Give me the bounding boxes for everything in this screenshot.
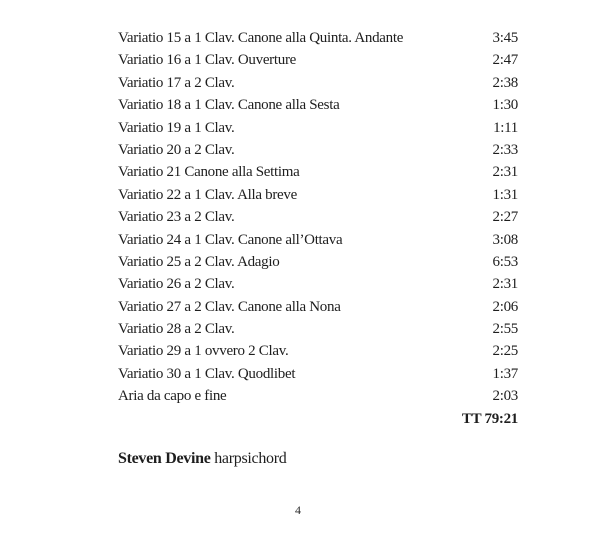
track-duration: 1:37: [492, 365, 518, 382]
track-title: Variatio 16 a 1 Clav. Ouverture: [118, 52, 297, 69]
track-duration: 2:47: [492, 52, 518, 69]
track-row: [118, 340, 518, 362]
track-duration: 2:31: [492, 276, 518, 293]
track-duration: 2:27: [492, 209, 518, 226]
track-row: [118, 251, 518, 273]
tracklist: [118, 27, 518, 430]
track-row: [118, 94, 518, 116]
performer-name: Steven Devine: [118, 450, 211, 467]
track-title: Variatio 23 a 2 Clav.: [118, 209, 235, 226]
track-duration: 2:25: [492, 343, 518, 360]
track-duration: 1:30: [492, 97, 518, 114]
track-title: Variatio 15 a 1 Clav. Canone alla Quinta. Andante: [118, 30, 404, 46]
track-title: Variatio 22 a 1 Clav. Alla breve: [118, 186, 297, 203]
track-duration: 1:11: [493, 119, 518, 136]
track-row: [118, 72, 518, 94]
track-row: [118, 49, 518, 71]
track-row: [118, 273, 518, 295]
track-row: [118, 184, 518, 206]
track-row: [118, 318, 518, 340]
track-title: Variatio 24 a 1 Clav. Canone all’Ottava: [118, 231, 343, 248]
track-title: Aria da capo e fine: [118, 388, 227, 405]
track-row: [118, 139, 518, 161]
page-number: 4: [295, 503, 301, 517]
performer-line: [118, 450, 286, 468]
track-row: [118, 161, 518, 183]
track-title: Variatio 29 a 1 ovvero 2 Clav.: [118, 343, 289, 360]
track-title: Variatio 30 a 1 Clav. Quodlibet: [118, 365, 296, 382]
track-row: [118, 27, 518, 49]
track-duration: 2:38: [492, 74, 518, 91]
track-duration: 2:33: [492, 141, 518, 158]
track-title: Variatio 20 a 2 Clav.: [118, 141, 235, 158]
track-duration: 2:03: [492, 388, 518, 405]
track-row: [118, 117, 518, 139]
track-duration: 3:08: [492, 231, 518, 248]
track-duration: 1:31: [492, 186, 518, 203]
track-duration: 3:45: [492, 30, 518, 46]
total-time: TT 79:21: [461, 410, 518, 427]
track-title: Variatio 21 Canone alla Settima: [118, 164, 300, 181]
track-duration: 2:55: [492, 321, 518, 338]
track-duration: 6:53: [492, 253, 518, 270]
track-row: [118, 385, 518, 407]
track-row: [118, 363, 518, 385]
track-title: Variatio 17 a 2 Clav.: [118, 74, 235, 91]
track-duration: 2:06: [492, 298, 518, 315]
performer-role: harpsichord: [214, 450, 287, 467]
track-title: Variatio 28 a 2 Clav.: [118, 321, 235, 338]
track-row: [118, 296, 518, 318]
track-row: [118, 206, 518, 228]
track-title: Variatio 18 a 1 Clav. Canone alla Sesta: [118, 97, 340, 114]
track-row: [118, 229, 518, 251]
track-duration: 2:31: [492, 164, 518, 181]
track-title: Variatio 26 a 2 Clav.: [118, 276, 235, 293]
track-title: Variatio 25 a 2 Clav. Adagio: [118, 253, 280, 270]
track-title: Variatio 19 a 1 Clav.: [118, 119, 235, 136]
track-title: Variatio 27 a 2 Clav. Canone alla Nona: [118, 298, 341, 315]
